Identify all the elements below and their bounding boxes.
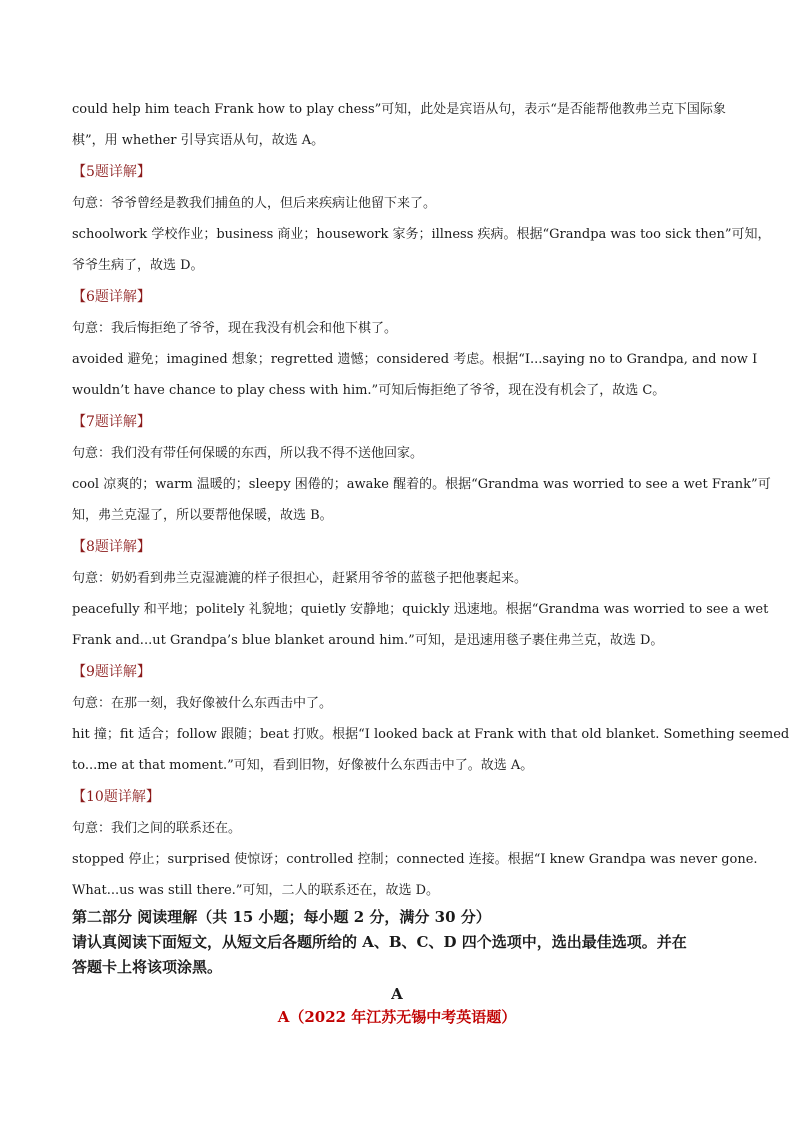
body-text-line: to...me at that moment.”可知，看到旧物，好像被什么东西击中了。故选 A。 (72, 758, 534, 773)
body-text-line: 句意：奶奶看到弗兰克湿漉漉的样子很担心，赶紧用爷爷的蓝毯子把他裹起来。 (72, 571, 528, 586)
passage-letter: A (391, 985, 403, 1003)
body-text-line: 句意：我后悔拒绝了爷爷，现在我没有机会和他下棋了。 (72, 321, 398, 336)
body-text-line: peacefully 和平地；politely 礼貌地；quietly 安静地；quickly 迅速地。根据“Grandma was worried to see a wet (72, 602, 769, 617)
passage-source: A（2022 年江苏无锡中考英语题） (277, 1008, 517, 1026)
question-detail-heading: 【6题详解】 (72, 289, 151, 305)
body-text-line: schoolwork 学校作业；business 商业；housework 家务；illness 疾病。根据“Grandpa was too sick then”可知， (72, 227, 771, 242)
body-text-line: 句意：在那一刻，我好像被什么东西击中了。 (72, 696, 333, 711)
body-text-line: 知，弗兰克湿了，所以要帮他保暖，故选 B。 (72, 508, 333, 523)
question-detail-heading: 【9题详解】 (72, 664, 151, 680)
body-text-line: 句意：我们之间的联系还在。 (72, 821, 242, 836)
body-text-line: cool 凉爽的；warm 温暖的；sleepy 困倦的；awake 醒着的。根据“Grandma was worried to see a wet Frank”可 (72, 477, 771, 492)
question-detail-heading: 【7题详解】 (72, 414, 151, 430)
body-text-line: stopped 停止；surprised 使惊讶；controlled 控制；connected 连接。根据“I knew Grandpa was never gone. (72, 852, 758, 867)
instruction-text: 请认真阅读下面短文，从短文后各题所给的 A、B、C、D 四个选项中，选出最佳选项。并在 (72, 933, 687, 951)
body-text-line: avoided 避免；imagined 想象；regretted 遗憾；considered 考虑。根据“I...saying no to Grandpa, and now I (72, 352, 758, 367)
question-detail-heading: 【10题详解】 (72, 789, 160, 805)
body-text-line: 爷爷生病了，故选 D。 (72, 258, 204, 273)
section-heading: 第二部分 阅读理解（共 15 小题；每小题 2 分，满分 30 分） (72, 908, 491, 926)
body-text-line: wouldn’t have chance to play chess with him.”可知后悔拒绝了爷爷，现在没有机会了，故选 C。 (72, 383, 666, 398)
body-text-line: hit 撞；fit 适合；follow 跟随；beat 打败。根据“I looked back at Frank with that old blanket. Something seemed (72, 727, 790, 742)
body-text-line: 棋”，用 whether 引导宾语从句，故选 A。 (72, 133, 325, 148)
instruction-text: 答题卡上将该项涂黑。 (72, 958, 223, 976)
body-text-line: Frank and...ut Grandpa’s blue blanket around him.”可知，是迅速用毯子裹住弗兰克，故选 D。 (72, 633, 664, 648)
body-text-line: 句意：我们没有带任何保暖的东西，所以我不得不送他回家。 (72, 446, 424, 461)
question-detail-heading: 【8题详解】 (72, 539, 151, 555)
body-text-line: could help him teach Frank how to play chess”可知，此处是宾语从句，表示“是否能帮他教弗兰克下国际象 (72, 102, 726, 117)
body-text-line: 句意：爷爷曾经是教我们捕鱼的人，但后来疾病让他留下来了。 (72, 196, 437, 211)
question-detail-heading: 【5题详解】 (72, 164, 151, 180)
body-text-line: What...us was still there.”可知，二人的联系还在，故选 D。 (72, 883, 439, 898)
